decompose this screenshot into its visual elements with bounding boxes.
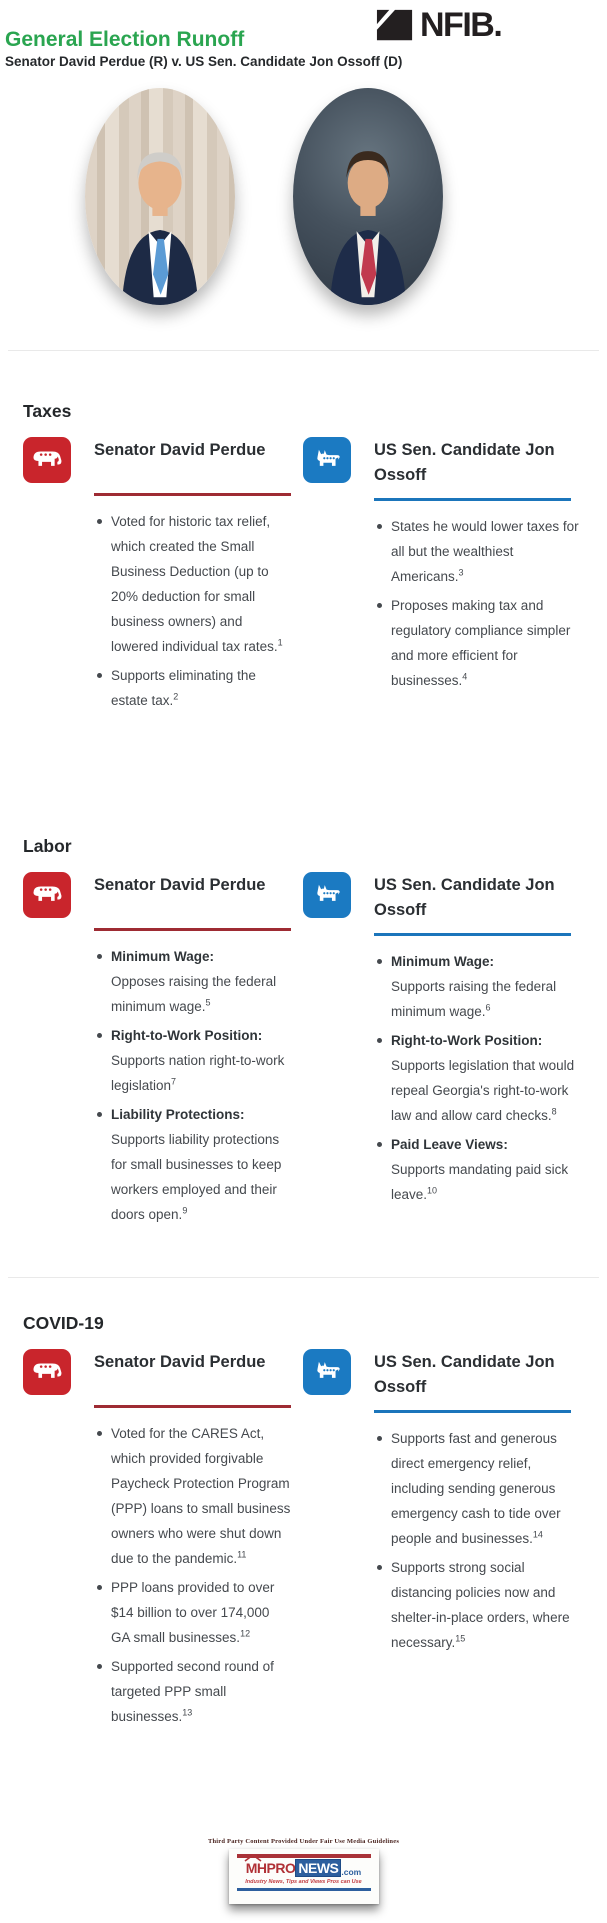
page-title: General Election Runoff <box>5 28 245 52</box>
position-item: Liability Protections: Supports liability protections for small businesses to keep workers employed and their doors open.$^9$ <box>94 1102 291 1227</box>
position-list <box>94 1421 291 1729</box>
logo-com-text: .com <box>341 1866 362 1877</box>
footnote-ref: 14 <box>532 1529 543 1540</box>
section-labor <box>0 836 607 1231</box>
position-list <box>374 949 584 1207</box>
column-republican <box>23 872 291 1231</box>
position-item: Right-to-Work Position: Supports nation right-to-work legislation$^7$ <box>94 1023 291 1098</box>
position-item: Paid Leave Views: Supports mandating paid sick leave.$^{10}$ <box>374 1132 584 1207</box>
section-covid19 <box>0 1313 607 1733</box>
title-underline <box>374 933 571 936</box>
republican-elephant-icon <box>23 872 71 918</box>
logo-news-text: NEWS <box>295 1859 341 1877</box>
donkey-glyph <box>309 880 345 911</box>
column-republican <box>23 437 291 717</box>
logo-mhpro-text: MHPRO <box>245 1860 296 1876</box>
logo-wordmark <box>246 1860 361 1877</box>
footnote-ref: 11 <box>237 1549 247 1560</box>
footnote-ref: 6 <box>485 1002 491 1013</box>
roof-icon <box>244 1854 262 1862</box>
nfib-logo <box>376 6 501 44</box>
donkey-glyph <box>309 445 345 476</box>
position-item: States he would lower taxes for all but the wealthiest Americans.$^3$ <box>374 514 584 589</box>
democrat-donkey-icon <box>303 437 351 483</box>
nfib-flag-icon <box>376 8 414 44</box>
position-item: Voted for the CARES Act, which provided forgivable Paycheck Protection Program (PPP) loans to small business owners who were shut down due to the pandemic.$^{11}$ <box>94 1421 291 1571</box>
candidate-title: US Sen. Candidate Jon Ossoff <box>374 876 555 919</box>
mhpronews-logo <box>229 1849 379 1904</box>
column-democrat <box>303 872 584 1211</box>
position-list <box>374 1426 584 1655</box>
section-heading: COVID-19 <box>23 1313 104 1333</box>
logo-tagline: Industry News, Tips and Views Pros can Use <box>245 1878 362 1885</box>
candidate-title: Senator David Perdue <box>94 1353 266 1371</box>
republican-elephant-icon <box>23 1349 71 1395</box>
position-list <box>94 509 291 713</box>
column-republican <box>23 1349 291 1733</box>
perdue-portrait-icon <box>85 127 235 305</box>
fair-use-notice: Third Party Content Provided Under Fair Use Media Guidelines <box>207 1838 400 1845</box>
footnote-ref: 13 <box>182 1707 193 1718</box>
position-list <box>94 944 291 1227</box>
republican-elephant-icon <box>23 437 71 483</box>
footnote-ref: 3 <box>458 567 464 578</box>
position-item: Minimum Wage: Opposes raising the federal minimum wage.$^5$ <box>94 944 291 1019</box>
footnote-ref: 8 <box>551 1106 557 1117</box>
title-underline <box>94 493 291 496</box>
position-item: Supports strong social distancing policies now and shelter-in-place orders, where necessary.$^{15}$ <box>374 1555 584 1655</box>
position-item: Voted for historic tax relief, which created the Small Business Deduction (up to 20% deduction for small business owners) and lowered individual tax rates.$^1$ <box>94 509 291 659</box>
footnote-ref: 9 <box>182 1205 188 1216</box>
column-democrat <box>303 437 584 697</box>
title-underline <box>94 1405 291 1408</box>
logo-bottom-bar <box>237 1888 371 1892</box>
footnote-ref: 12 <box>240 1628 251 1639</box>
perdue-photo <box>85 88 235 305</box>
elephant-glyph <box>29 880 65 911</box>
section-taxes <box>0 401 607 717</box>
footnote-ref: 2 <box>173 691 179 702</box>
democrat-donkey-icon <box>303 1349 351 1395</box>
section-divider <box>8 350 599 351</box>
elephant-glyph <box>29 1357 65 1388</box>
candidate-title: Senator David Perdue <box>94 876 266 894</box>
title-underline <box>374 498 571 501</box>
footnote-ref: 1 <box>277 637 283 648</box>
position-item: Supported second round of targeted PPP small businesses.$^{13}$ <box>94 1654 291 1729</box>
footnote-ref: 5 <box>205 997 211 1008</box>
democrat-donkey-icon <box>303 872 351 918</box>
footer <box>0 1838 607 1904</box>
footnote-ref: 15 <box>455 1633 466 1644</box>
candidate-title: US Sen. Candidate Jon Ossoff <box>374 1353 555 1396</box>
footnote-ref: 7 <box>171 1076 177 1087</box>
position-item: Supports fast and generous direct emergency relief, including sending generous emergency cash to tide over people and businesses.$^{14}$ <box>374 1426 584 1551</box>
candidate-title: US Sen. Candidate Jon Ossoff <box>374 441 555 484</box>
elephant-glyph <box>29 445 65 476</box>
donkey-glyph <box>309 1357 345 1388</box>
title-underline <box>374 1410 571 1413</box>
position-item: Right-to-Work Position: Supports legislation that would repeal Georgia's right-to-work law and allow card checks.$^8$ <box>374 1028 584 1128</box>
footnote-ref: 4 <box>462 671 468 682</box>
nfib-logo-text: NFIB. <box>420 6 502 44</box>
title-underline <box>94 928 291 931</box>
footnote-ref: 10 <box>427 1185 438 1196</box>
section-heading: Taxes <box>23 401 72 421</box>
candidate-title: Senator David Perdue <box>94 441 266 459</box>
ossoff-photo <box>293 88 443 305</box>
position-list <box>374 514 584 693</box>
position-item: Proposes making tax and regulatory compliance simpler and more efficient for businesses.$^4$ <box>374 593 584 693</box>
position-item: PPP loans provided to over $14 billion to over 174,000 GA small businesses.$^{12}$ <box>94 1575 291 1650</box>
position-item: Supports eliminating the estate tax.$^2$ <box>94 663 291 713</box>
matchup-subtitle: Senator David Perdue (R) v. US Sen. Candidate Jon Ossoff (D) <box>5 54 403 69</box>
section-heading: Labor <box>23 836 72 856</box>
column-democrat <box>303 1349 584 1659</box>
section-divider <box>8 1277 599 1278</box>
position-item: Minimum Wage: Supports raising the federal minimum wage.$^6$ <box>374 949 584 1024</box>
ossoff-portrait-icon <box>293 127 443 305</box>
